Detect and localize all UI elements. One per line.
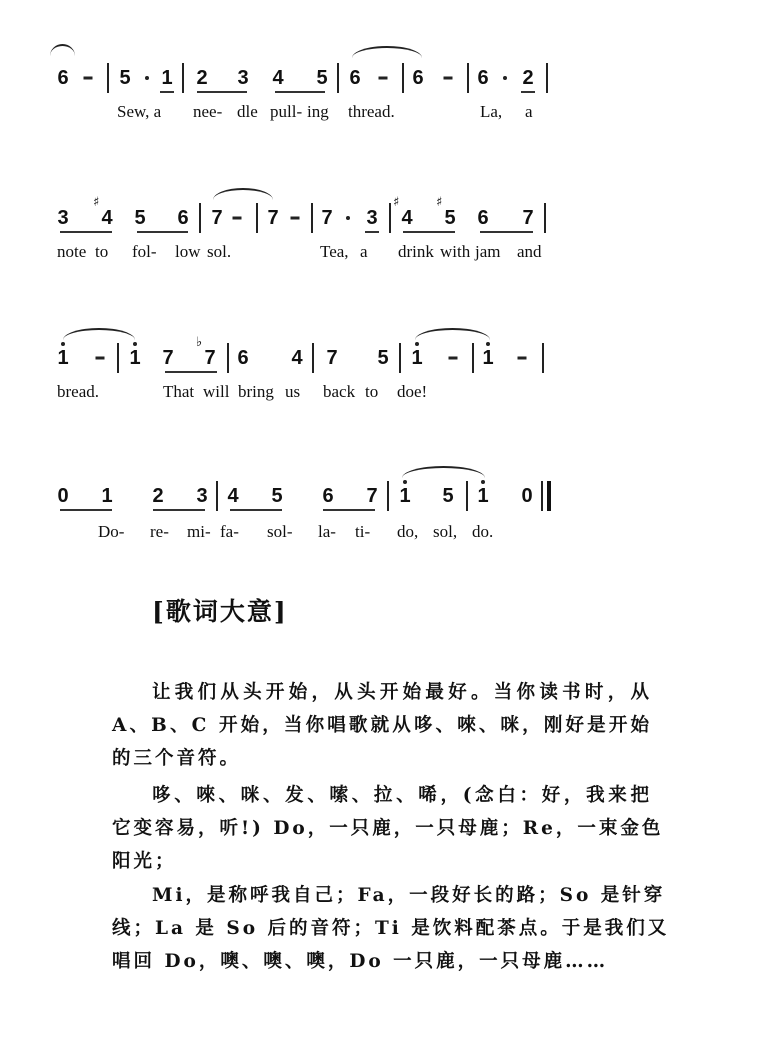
prose-line: 唱回 Do，噢、噢、噢，Do 一只鹿，一只母鹿…… (112, 951, 609, 972)
lyric-word: doe! (397, 382, 428, 401)
note: 5 (377, 347, 389, 369)
beam-underline (521, 91, 535, 93)
beam-underline (153, 509, 205, 511)
note: 1 (161, 67, 173, 89)
note: 4 (291, 347, 303, 369)
lyric-word: mi- (187, 522, 211, 541)
note: 3 (237, 67, 249, 89)
note: 5 (442, 485, 454, 507)
note: 1 (411, 347, 423, 369)
beam-underline (165, 371, 217, 373)
lyric-word: low (175, 242, 201, 261)
barline (387, 481, 389, 511)
note: 7 (211, 207, 223, 229)
paragraph-3 (112, 879, 670, 978)
augmentation-dot (145, 76, 149, 80)
note: 6 (477, 207, 489, 229)
sharp-icon: ♯ (436, 195, 443, 210)
lyric-word: That (163, 382, 195, 401)
note: 1 (399, 485, 411, 507)
lyric-word: la- (318, 522, 336, 541)
beam-underline (197, 91, 247, 93)
lyric-word: dle (237, 102, 258, 121)
lyric-word: Tea, (320, 242, 349, 261)
hold-dash (291, 217, 300, 220)
note: 4 (101, 207, 113, 229)
hold-dash (96, 357, 105, 360)
lyric-word: sol- (267, 522, 293, 541)
note: 6 (237, 347, 249, 369)
octave-dot (486, 342, 490, 346)
note: 6 (349, 67, 361, 89)
note: 5 (271, 485, 283, 507)
barline (182, 63, 184, 93)
flat-icon: ♭ (196, 335, 203, 350)
paragraph-1 (112, 676, 652, 775)
lyric-word: ti- (355, 522, 371, 541)
lyric-word: La, (480, 102, 503, 121)
barline (337, 63, 339, 93)
barline (227, 343, 229, 373)
hold-dash (84, 77, 93, 80)
note: 6 (412, 67, 424, 89)
beam-underline (60, 231, 112, 233)
note: 7 (522, 207, 534, 229)
note: 5 (316, 67, 328, 89)
note: 6 (477, 67, 489, 89)
note: 4 (227, 485, 239, 507)
lyric-word: bring (238, 382, 274, 401)
barline (544, 203, 546, 233)
lyric-word: Do- (98, 522, 125, 541)
octave-dot (61, 342, 65, 346)
octave-dot (133, 342, 137, 346)
lyric-word: sol. (207, 242, 232, 261)
note: 6 (177, 207, 189, 229)
lyric-word: ing (307, 102, 329, 121)
slur (352, 46, 422, 58)
beam-underline (275, 91, 325, 93)
slur (402, 466, 485, 478)
lyric-word: drink (398, 242, 434, 261)
note: 2 (152, 485, 164, 507)
note: 5 (134, 207, 146, 229)
final-barline (541, 481, 552, 511)
lyric-word: will (203, 382, 230, 401)
octave-dot (403, 480, 407, 484)
note: 7 (326, 347, 338, 369)
barline (216, 481, 218, 511)
barline (542, 343, 544, 373)
prose-line: Mi，是称呼我自己；Fa，一段好长的路；So 是针穿 (152, 885, 666, 906)
lyric-word: us (285, 382, 301, 401)
lyric-word: thread. (348, 102, 395, 121)
barline (312, 343, 314, 373)
note: 7 (366, 485, 378, 507)
prose-line: 让我们从头开始，从头开始最好。当你读书时，从 (152, 682, 652, 703)
note: 7 (204, 347, 216, 369)
prose-line: 哆、唻、咪、发、嗦、拉、唏，(念白：好，我来把 (152, 785, 652, 806)
lyric-word: with (440, 242, 471, 261)
note: 2 (522, 67, 534, 89)
note: 1 (57, 347, 69, 369)
note: 4 (272, 67, 284, 89)
note: 7 (321, 207, 333, 229)
barline (107, 63, 109, 93)
beam-underline (480, 231, 533, 233)
note: 5 (119, 67, 131, 89)
barline (402, 63, 404, 93)
lyric-word: a (525, 102, 533, 121)
slur (50, 44, 75, 56)
lyric-word: do. (472, 522, 494, 541)
barline (256, 203, 258, 233)
sharp-icon: ♯ (393, 195, 400, 210)
note: 0 (521, 485, 533, 507)
beam-underline (230, 509, 282, 511)
hold-dash (449, 357, 458, 360)
note: 7 (267, 207, 279, 229)
lyric-word: jam (475, 242, 501, 261)
note: 6 (57, 67, 69, 89)
beam-underline (137, 231, 188, 233)
lyric-word: re- (150, 522, 169, 541)
note: 7 (162, 347, 174, 369)
note: 5 (444, 207, 456, 229)
note: 1 (477, 485, 489, 507)
lyric-word: fol- (132, 242, 157, 261)
hold-dash (444, 77, 453, 80)
lyric-word: nee- (193, 102, 223, 121)
barline (117, 343, 119, 373)
prose-line: 阳光； (112, 851, 177, 872)
lyric-word: pull- (270, 102, 303, 121)
augmentation-dot (346, 216, 350, 220)
barline (199, 203, 201, 233)
lyric-word: to (95, 242, 109, 261)
beam-underline (160, 91, 174, 93)
note: 4 (401, 207, 413, 229)
prose-line: 线；La 是 So 后的音符；Ti 是饮料配茶点。于是我们又 (112, 918, 670, 939)
prose-line: 它变容易，听!) Do，一只鹿，一只母鹿；Re，一束金色 (112, 818, 664, 839)
lyric-word: to (365, 382, 379, 401)
slur (415, 328, 490, 340)
sharp-icon: ♯ (93, 195, 100, 210)
lyric-word: and (517, 242, 542, 261)
beam-underline (365, 231, 379, 233)
paragraph-2 (112, 779, 664, 878)
note: 3 (366, 207, 378, 229)
beam-underline (403, 231, 455, 233)
note: 1 (129, 347, 141, 369)
note: 0 (57, 485, 69, 507)
barline (466, 481, 468, 511)
barline (546, 63, 548, 93)
beam-underline (60, 509, 112, 511)
note: 3 (196, 485, 208, 507)
barline (311, 203, 313, 233)
section-heading: [歌词大意] (152, 597, 288, 626)
barline (467, 63, 469, 93)
lyric-word: sol, (433, 522, 458, 541)
lyric-word: back (323, 382, 356, 401)
augmentation-dot (503, 76, 507, 80)
barline (389, 203, 391, 233)
lyric-word: a (360, 242, 368, 261)
prose-line: A、B、C 开始，当你唱歌就从哆、唻、咪，刚好是开始 (112, 715, 652, 736)
prose-line: 的三个音符。 (112, 748, 242, 769)
note: 3 (57, 207, 69, 229)
hold-dash (379, 77, 388, 80)
lyric-word: note (57, 242, 87, 261)
octave-dot (415, 342, 419, 346)
octave-dot (481, 480, 485, 484)
barline (472, 343, 474, 373)
note: 1 (101, 485, 113, 507)
lyric-word: Sew, a (117, 102, 162, 121)
note: 2 (196, 67, 208, 89)
note: 6 (322, 485, 334, 507)
beam-underline (323, 509, 375, 511)
slur (213, 188, 273, 200)
lyric-word: do, (397, 522, 419, 541)
barline (399, 343, 401, 373)
lyric-word: fa- (220, 522, 239, 541)
slur (63, 328, 135, 340)
lyric-word: bread. (57, 382, 100, 401)
hold-dash (518, 357, 527, 360)
hold-dash (233, 217, 242, 220)
note: 1 (482, 347, 494, 369)
